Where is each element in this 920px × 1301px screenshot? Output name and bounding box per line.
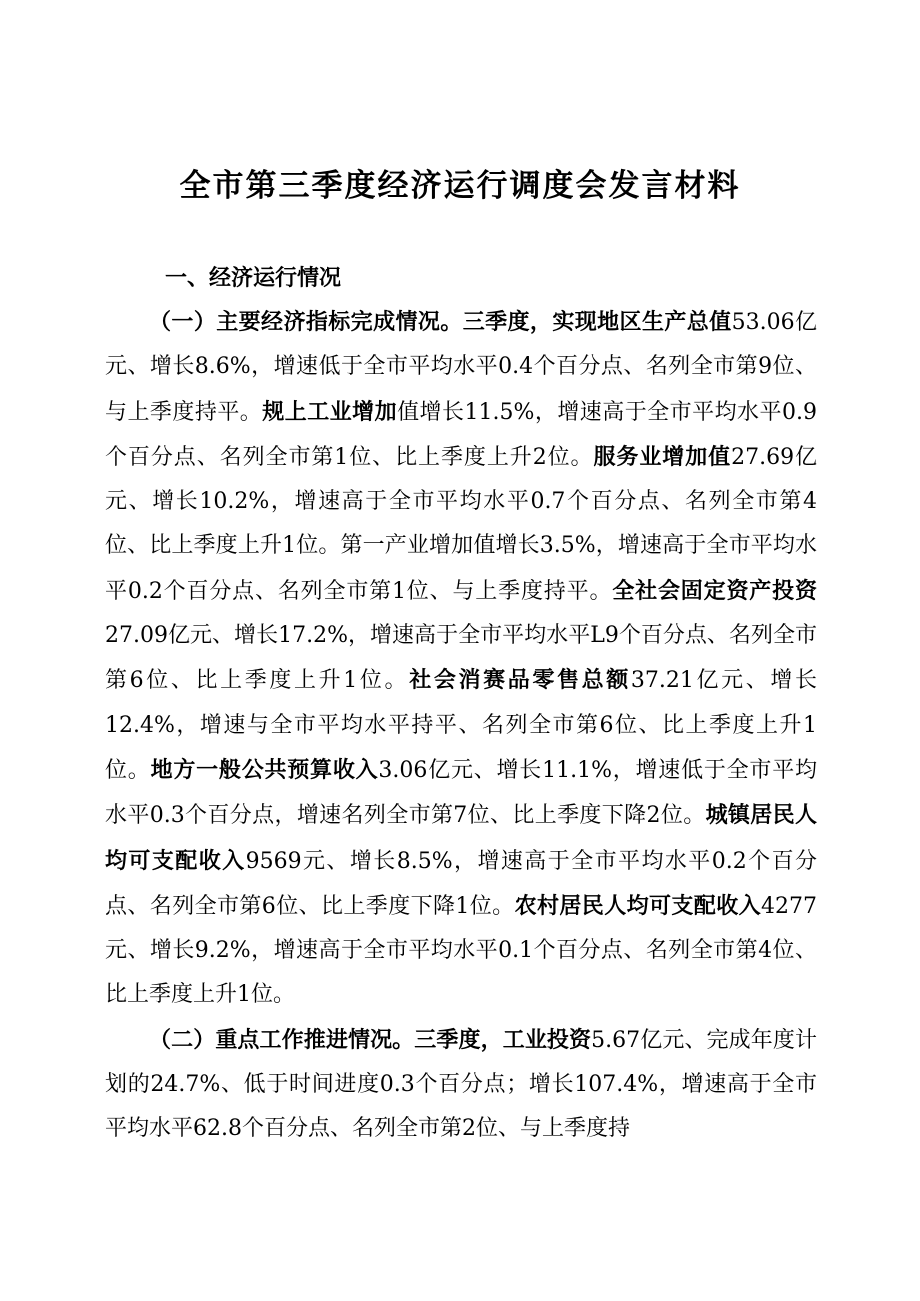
text-segment: 4277元、增长9.2%，增速高于全市平均水平0.1个百分点、名列全市第4位、比上季度上升1位。: [105, 893, 817, 1008]
bold-term: 地方一般公共预算收入: [150, 756, 379, 783]
bold-term: 全社会固定资产投资: [612, 577, 817, 604]
paragraph-key-work: [105, 1018, 817, 1152]
document-body: [105, 300, 817, 1152]
text-segment: 27.69亿元、增长10.2%，增速高于全市平均水平0.7个百分点、名列全市第4位、比上季度上升1位。第一产业增加值增长3.5%，增速高于全市平均水平0.2个百分点、名列全市第1位、与上季度持平。: [105, 444, 817, 604]
bold-term: 社会消赛品零售总额: [409, 667, 631, 694]
text-segment: 37.21亿元、增长12.4%，增速与全市平均水平持平、名列全市第6位、比上季度上升1位。: [105, 668, 817, 783]
bold-term: 服务业增加值: [593, 443, 732, 470]
document-title: 全市第三季度经济运行调度会发言材料: [179, 168, 741, 204]
section-heading: 一、经济运行情况: [165, 265, 342, 291]
bold-term: 农村居民人均可支配收入: [514, 892, 761, 919]
paragraph-economic-indicators: [105, 300, 817, 1018]
text-segment: 9569元、增长8.5%，增速高于全市平均水平0.2个百分点、名列全市第6位、比上季度下降1位。: [105, 848, 817, 919]
text-segment: 5.67亿元、完成年度计划的24.7%、低于时间进度0.3个百分点；增长107.4%，增速高于全市平均水平62.8个百分点、名列全市第2位、与上季度持: [105, 1027, 817, 1142]
bold-term: 城镇居民人均可支配收入: [105, 802, 817, 874]
paragraph-lead: （一）主要经济指标完成情况。三季度，实现地区生产总值: [149, 309, 732, 335]
text-segment: 3.06亿元、增长11.1%，增速低于全市平均水平0.3个百分点，增速名列全市第7位、比上季度下降2位。: [105, 757, 817, 829]
paragraph-lead: （二）重点工作推进情况。三季度，工业投资: [149, 1026, 592, 1053]
bold-term: 规上工业增加: [262, 398, 398, 425]
text-segment: 53.06亿元、增长8.6%，增速低于全市平均水平0.4个百分点、名列全市第9位、与上季度持平。: [105, 310, 817, 425]
text-segment: 值增长11.5%，增速高于全市平均水平0.9个百分点、名列全市第1位、比上季度上升2位。: [105, 399, 817, 470]
text-segment: 27.09亿元、增长17.2%，增速高于全市平均水平L9个百分点、名列全市第6位、比上季度上升1位。: [105, 623, 817, 694]
